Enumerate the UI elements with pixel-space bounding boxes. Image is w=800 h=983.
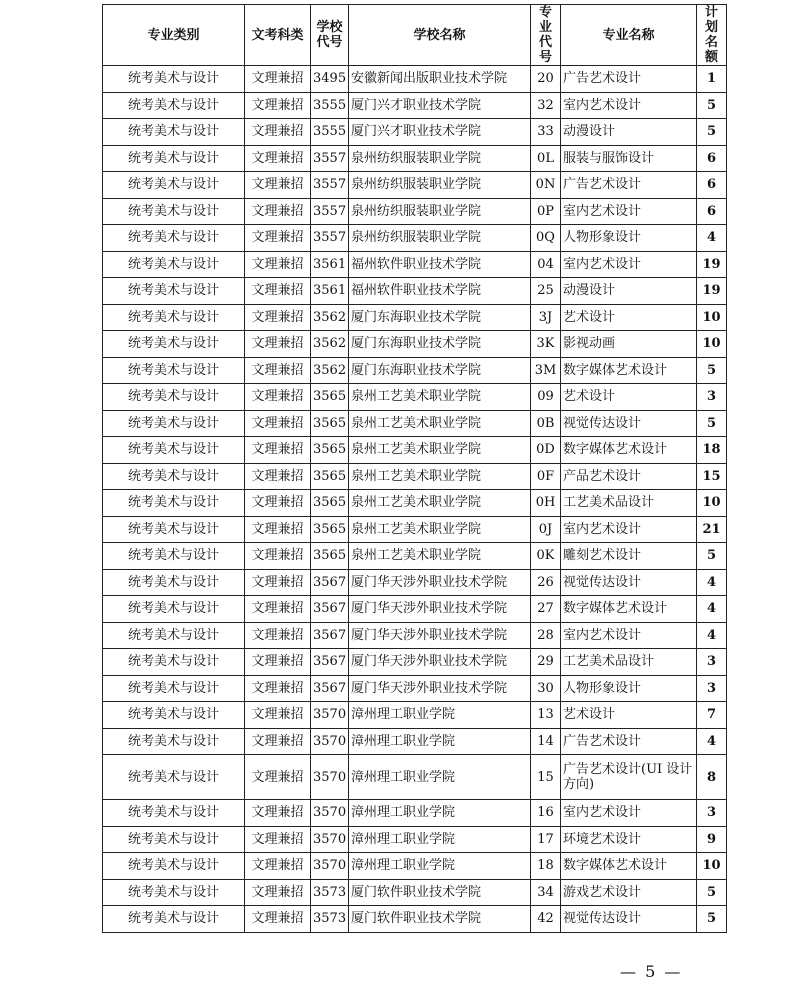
table-row — [103, 622, 727, 649]
table-row — [103, 649, 727, 676]
major-code-cell: 0D — [531, 437, 561, 464]
major-code-cell: 15 — [531, 755, 561, 800]
major-name-cell: 工艺美术品设计 — [561, 649, 697, 676]
school-name-cell: 福州软件职业技术学院 — [349, 251, 531, 278]
major-code-cell: 26 — [531, 569, 561, 596]
major-name-cell: 数字媒体艺术设计 — [561, 357, 697, 384]
school-name-cell: 厦门华天涉外职业技术学院 — [349, 675, 531, 702]
page-number: — 5 — — [620, 962, 683, 981]
school-name-cell: 厦门华天涉外职业技术学院 — [349, 649, 531, 676]
table-row — [103, 596, 727, 623]
subject-type-cell: 文理兼招 — [245, 410, 311, 437]
major-code-cell: 0L — [531, 145, 561, 172]
table-row — [103, 251, 727, 278]
school-code-cell: 3565 — [311, 490, 349, 517]
major-name-cell: 室内艺术设计 — [561, 251, 697, 278]
major-code-cell: 27 — [531, 596, 561, 623]
school-name-cell: 厦门东海职业技术学院 — [349, 331, 531, 358]
subject-type-cell: 文理兼招 — [245, 622, 311, 649]
plan-quota-cell: 18 — [697, 437, 727, 464]
school-code-cell: 3567 — [311, 649, 349, 676]
school-name-cell: 泉州纺织服装职业学院 — [349, 172, 531, 199]
subject-type-cell: 文理兼招 — [245, 66, 311, 93]
major-code-cell: 04 — [531, 251, 561, 278]
table-row — [103, 145, 727, 172]
major-code-cell: 0Q — [531, 225, 561, 252]
table-header-row — [103, 5, 727, 66]
plan-quota-cell: 19 — [697, 251, 727, 278]
school-name-cell: 漳州理工职业学院 — [349, 800, 531, 827]
school-name-cell: 泉州工艺美术职业学院 — [349, 490, 531, 517]
table-row — [103, 853, 727, 880]
school-name-cell: 漳州理工职业学院 — [349, 826, 531, 853]
plan-quota-cell: 8 — [697, 755, 727, 800]
plan-quota-cell: 5 — [697, 92, 727, 119]
major-code-cell: 0K — [531, 543, 561, 570]
plan-quota-cell: 4 — [697, 225, 727, 252]
plan-quota-cell: 5 — [697, 906, 727, 933]
major-category-cell: 统考美术与设计 — [103, 879, 245, 906]
plan-quota-cell: 19 — [697, 278, 727, 305]
plan-quota-cell: 5 — [697, 879, 727, 906]
table-row — [103, 119, 727, 146]
subject-type-cell: 文理兼招 — [245, 728, 311, 755]
table-row — [103, 225, 727, 252]
major-code-cell: 30 — [531, 675, 561, 702]
header-school-name: 学校名称 — [349, 5, 531, 66]
major-name-cell: 视觉传达设计 — [561, 569, 697, 596]
plan-quota-cell: 5 — [697, 543, 727, 570]
major-code-cell: 3K — [531, 331, 561, 358]
plan-quota-cell: 10 — [697, 490, 727, 517]
table-row — [103, 879, 727, 906]
major-name-cell: 影视动画 — [561, 331, 697, 358]
plan-quota-cell: 1 — [697, 66, 727, 93]
major-category-cell: 统考美术与设计 — [103, 853, 245, 880]
school-code-cell: 3570 — [311, 702, 349, 729]
plan-quota-cell: 9 — [697, 826, 727, 853]
major-name-cell: 广告艺术设计 — [561, 172, 697, 199]
table-row — [103, 278, 727, 305]
major-name-cell: 人物形象设计 — [561, 225, 697, 252]
school-code-cell: 3570 — [311, 755, 349, 800]
table-row — [103, 516, 727, 543]
plan-quota-cell: 6 — [697, 172, 727, 199]
school-name-cell: 泉州工艺美术职业学院 — [349, 384, 531, 411]
plan-quota-cell: 7 — [697, 702, 727, 729]
school-code-cell: 3561 — [311, 251, 349, 278]
school-name-cell: 厦门东海职业技术学院 — [349, 357, 531, 384]
subject-type-cell: 文理兼招 — [245, 357, 311, 384]
school-code-cell: 3567 — [311, 622, 349, 649]
table-row — [103, 463, 727, 490]
major-name-cell: 室内艺术设计 — [561, 92, 697, 119]
school-code-cell: 3495 — [311, 66, 349, 93]
subject-type-cell: 文理兼招 — [245, 172, 311, 199]
major-category-cell: 统考美术与设计 — [103, 437, 245, 464]
subject-type-cell: 文理兼招 — [245, 906, 311, 933]
major-category-cell: 统考美术与设计 — [103, 198, 245, 225]
major-category-cell: 统考美术与设计 — [103, 649, 245, 676]
major-name-cell: 数字媒体艺术设计 — [561, 437, 697, 464]
school-code-cell: 3557 — [311, 198, 349, 225]
school-name-cell: 泉州工艺美术职业学院 — [349, 463, 531, 490]
major-code-cell: 0H — [531, 490, 561, 517]
subject-type-cell: 文理兼招 — [245, 278, 311, 305]
table-row — [103, 66, 727, 93]
school-code-cell: 3555 — [311, 92, 349, 119]
header-major-category: 专业类别 — [103, 5, 245, 66]
school-code-cell: 3567 — [311, 569, 349, 596]
major-category-cell: 统考美术与设计 — [103, 225, 245, 252]
school-code-cell: 3573 — [311, 906, 349, 933]
school-name-cell: 泉州工艺美术职业学院 — [349, 410, 531, 437]
school-code-cell: 3565 — [311, 384, 349, 411]
subject-type-cell: 文理兼招 — [245, 251, 311, 278]
header-subject-type: 文考科类 — [245, 5, 311, 66]
subject-type-cell: 文理兼招 — [245, 304, 311, 331]
major-name-cell: 视觉传达设计 — [561, 410, 697, 437]
table-row — [103, 755, 727, 800]
header-school-code: 学校代号 — [311, 5, 349, 66]
major-name-cell: 动漫设计 — [561, 278, 697, 305]
school-name-cell: 厦门兴才职业技术学院 — [349, 92, 531, 119]
table-row — [103, 906, 727, 933]
major-name-cell: 雕刻艺术设计 — [561, 543, 697, 570]
major-name-cell: 室内艺术设计 — [561, 516, 697, 543]
major-code-cell: 20 — [531, 66, 561, 93]
table-row — [103, 675, 727, 702]
school-code-cell: 3557 — [311, 172, 349, 199]
school-code-cell: 3565 — [311, 463, 349, 490]
major-name-cell: 艺术设计 — [561, 304, 697, 331]
school-name-cell: 厦门华天涉外职业技术学院 — [349, 569, 531, 596]
major-code-cell: 13 — [531, 702, 561, 729]
school-code-cell: 3570 — [311, 728, 349, 755]
major-code-cell: 32 — [531, 92, 561, 119]
header-major-code: 专业代号 — [531, 5, 561, 66]
school-code-cell: 3570 — [311, 800, 349, 827]
major-category-cell: 统考美术与设计 — [103, 622, 245, 649]
school-code-cell: 3570 — [311, 853, 349, 880]
major-code-cell: 0N — [531, 172, 561, 199]
plan-quota-cell: 5 — [697, 119, 727, 146]
table-row — [103, 384, 727, 411]
table-row — [103, 198, 727, 225]
subject-type-cell: 文理兼招 — [245, 675, 311, 702]
subject-type-cell: 文理兼招 — [245, 490, 311, 517]
plan-quota-cell: 3 — [697, 800, 727, 827]
school-code-cell: 3565 — [311, 410, 349, 437]
major-category-cell: 统考美术与设计 — [103, 172, 245, 199]
school-code-cell: 3562 — [311, 331, 349, 358]
plan-quota-cell: 3 — [697, 675, 727, 702]
subject-type-cell: 文理兼招 — [245, 437, 311, 464]
subject-type-cell: 文理兼招 — [245, 569, 311, 596]
subject-type-cell: 文理兼招 — [245, 198, 311, 225]
plan-quota-cell: 6 — [697, 145, 727, 172]
table-row — [103, 569, 727, 596]
subject-type-cell: 文理兼招 — [245, 755, 311, 800]
major-name-cell: 艺术设计 — [561, 384, 697, 411]
table-row — [103, 543, 727, 570]
subject-type-cell: 文理兼招 — [245, 800, 311, 827]
major-name-cell: 工艺美术品设计 — [561, 490, 697, 517]
plan-quota-cell: 4 — [697, 622, 727, 649]
major-name-cell: 广告艺术设计 — [561, 66, 697, 93]
major-name-cell: 数字媒体艺术设计 — [561, 596, 697, 623]
school-code-cell: 3561 — [311, 278, 349, 305]
header-major-name: 专业名称 — [561, 5, 697, 66]
plan-quota-cell: 3 — [697, 649, 727, 676]
table-row — [103, 800, 727, 827]
subject-type-cell: 文理兼招 — [245, 119, 311, 146]
major-category-cell: 统考美术与设计 — [103, 906, 245, 933]
school-name-cell: 泉州纺织服装职业学院 — [349, 198, 531, 225]
table-row — [103, 826, 727, 853]
school-name-cell: 漳州理工职业学院 — [349, 853, 531, 880]
school-code-cell: 3565 — [311, 437, 349, 464]
plan-quota-cell: 5 — [697, 410, 727, 437]
major-code-cell: 09 — [531, 384, 561, 411]
major-name-cell: 产品艺术设计 — [561, 463, 697, 490]
plan-quota-cell: 10 — [697, 304, 727, 331]
table-row — [103, 304, 727, 331]
major-category-cell: 统考美术与设计 — [103, 463, 245, 490]
school-code-cell: 3562 — [311, 357, 349, 384]
table-row — [103, 172, 727, 199]
school-name-cell: 厦门软件职业技术学院 — [349, 879, 531, 906]
plan-quota-cell: 4 — [697, 569, 727, 596]
subject-type-cell: 文理兼招 — [245, 543, 311, 570]
school-name-cell: 泉州纺织服装职业学院 — [349, 145, 531, 172]
school-name-cell: 漳州理工职业学院 — [349, 728, 531, 755]
subject-type-cell: 文理兼招 — [245, 145, 311, 172]
major-name-cell: 环境艺术设计 — [561, 826, 697, 853]
major-code-cell: 3M — [531, 357, 561, 384]
plan-quota-cell: 10 — [697, 331, 727, 358]
plan-quota-cell: 3 — [697, 384, 727, 411]
school-name-cell: 安徽新闻出版职业技术学院 — [349, 66, 531, 93]
subject-type-cell: 文理兼招 — [245, 384, 311, 411]
school-name-cell: 泉州工艺美术职业学院 — [349, 437, 531, 464]
school-code-cell: 3555 — [311, 119, 349, 146]
major-name-cell: 室内艺术设计 — [561, 198, 697, 225]
major-name-cell: 动漫设计 — [561, 119, 697, 146]
header-plan-quota: 计划名额 — [697, 5, 727, 66]
major-category-cell: 统考美术与设计 — [103, 728, 245, 755]
major-name-cell: 广告艺术设计 — [561, 728, 697, 755]
major-category-cell: 统考美术与设计 — [103, 119, 245, 146]
plan-quota-cell: 21 — [697, 516, 727, 543]
major-category-cell: 统考美术与设计 — [103, 675, 245, 702]
school-name-cell: 泉州纺织服装职业学院 — [349, 225, 531, 252]
school-name-cell: 厦门华天涉外职业技术学院 — [349, 596, 531, 623]
major-code-cell: 17 — [531, 826, 561, 853]
major-name-cell: 广告艺术设计(UI 设计方向) — [561, 755, 697, 800]
major-code-cell: 28 — [531, 622, 561, 649]
major-category-cell: 统考美术与设计 — [103, 384, 245, 411]
table-row — [103, 357, 727, 384]
table-row — [103, 92, 727, 119]
table-row — [103, 331, 727, 358]
table-row — [103, 728, 727, 755]
school-code-cell: 3557 — [311, 225, 349, 252]
table-row — [103, 410, 727, 437]
school-name-cell: 厦门软件职业技术学院 — [349, 906, 531, 933]
school-code-cell: 3573 — [311, 879, 349, 906]
school-code-cell: 3565 — [311, 516, 349, 543]
major-category-cell: 统考美术与设计 — [103, 569, 245, 596]
school-name-cell: 福州软件职业技术学院 — [349, 278, 531, 305]
table-row — [103, 490, 727, 517]
major-name-cell: 人物形象设计 — [561, 675, 697, 702]
subject-type-cell: 文理兼招 — [245, 826, 311, 853]
major-category-cell: 统考美术与设计 — [103, 357, 245, 384]
major-category-cell: 统考美术与设计 — [103, 702, 245, 729]
major-code-cell: 14 — [531, 728, 561, 755]
school-name-cell: 厦门东海职业技术学院 — [349, 304, 531, 331]
major-code-cell: 29 — [531, 649, 561, 676]
subject-type-cell: 文理兼招 — [245, 463, 311, 490]
major-category-cell: 统考美术与设计 — [103, 92, 245, 119]
school-code-cell: 3570 — [311, 826, 349, 853]
subject-type-cell: 文理兼招 — [245, 225, 311, 252]
major-name-cell: 室内艺术设计 — [561, 800, 697, 827]
major-code-cell: 16 — [531, 800, 561, 827]
school-code-cell: 3562 — [311, 304, 349, 331]
plan-quota-cell: 6 — [697, 198, 727, 225]
major-category-cell: 统考美术与设计 — [103, 251, 245, 278]
school-name-cell: 泉州工艺美术职业学院 — [349, 516, 531, 543]
subject-type-cell: 文理兼招 — [245, 649, 311, 676]
enrollment-plan-table — [102, 4, 727, 933]
major-category-cell: 统考美术与设计 — [103, 66, 245, 93]
school-code-cell: 3567 — [311, 596, 349, 623]
major-category-cell: 统考美术与设计 — [103, 755, 245, 800]
major-category-cell: 统考美术与设计 — [103, 304, 245, 331]
subject-type-cell: 文理兼招 — [245, 596, 311, 623]
major-category-cell: 统考美术与设计 — [103, 331, 245, 358]
plan-quota-cell: 5 — [697, 357, 727, 384]
major-code-cell: 34 — [531, 879, 561, 906]
major-code-cell: 0B — [531, 410, 561, 437]
school-name-cell: 厦门兴才职业技术学院 — [349, 119, 531, 146]
school-name-cell: 厦门华天涉外职业技术学院 — [349, 622, 531, 649]
major-code-cell: 0P — [531, 198, 561, 225]
school-code-cell: 3565 — [311, 543, 349, 570]
major-category-cell: 统考美术与设计 — [103, 145, 245, 172]
major-code-cell: 0F — [531, 463, 561, 490]
plan-quota-cell: 4 — [697, 728, 727, 755]
subject-type-cell: 文理兼招 — [245, 853, 311, 880]
major-category-cell: 统考美术与设计 — [103, 410, 245, 437]
subject-type-cell: 文理兼招 — [245, 516, 311, 543]
table-row — [103, 702, 727, 729]
major-code-cell: 25 — [531, 278, 561, 305]
plan-quota-cell: 4 — [697, 596, 727, 623]
school-code-cell: 3567 — [311, 675, 349, 702]
subject-type-cell: 文理兼招 — [245, 879, 311, 906]
plan-quota-cell: 10 — [697, 853, 727, 880]
major-code-cell: 42 — [531, 906, 561, 933]
major-name-cell: 游戏艺术设计 — [561, 879, 697, 906]
major-code-cell: 33 — [531, 119, 561, 146]
major-code-cell: 3J — [531, 304, 561, 331]
major-category-cell: 统考美术与设计 — [103, 278, 245, 305]
major-code-cell: 0J — [531, 516, 561, 543]
major-category-cell: 统考美术与设计 — [103, 516, 245, 543]
major-name-cell: 艺术设计 — [561, 702, 697, 729]
table-row — [103, 437, 727, 464]
major-category-cell: 统考美术与设计 — [103, 800, 245, 827]
major-category-cell: 统考美术与设计 — [103, 826, 245, 853]
major-name-cell: 室内艺术设计 — [561, 622, 697, 649]
major-name-cell: 视觉传达设计 — [561, 906, 697, 933]
school-code-cell: 3557 — [311, 145, 349, 172]
major-category-cell: 统考美术与设计 — [103, 543, 245, 570]
subject-type-cell: 文理兼招 — [245, 331, 311, 358]
subject-type-cell: 文理兼招 — [245, 92, 311, 119]
school-name-cell: 泉州工艺美术职业学院 — [349, 543, 531, 570]
school-name-cell: 漳州理工职业学院 — [349, 702, 531, 729]
major-code-cell: 18 — [531, 853, 561, 880]
major-name-cell: 数字媒体艺术设计 — [561, 853, 697, 880]
major-category-cell: 统考美术与设计 — [103, 596, 245, 623]
subject-type-cell: 文理兼招 — [245, 702, 311, 729]
school-name-cell: 漳州理工职业学院 — [349, 755, 531, 800]
plan-quota-cell: 15 — [697, 463, 727, 490]
major-category-cell: 统考美术与设计 — [103, 490, 245, 517]
major-name-cell: 服装与服饰设计 — [561, 145, 697, 172]
